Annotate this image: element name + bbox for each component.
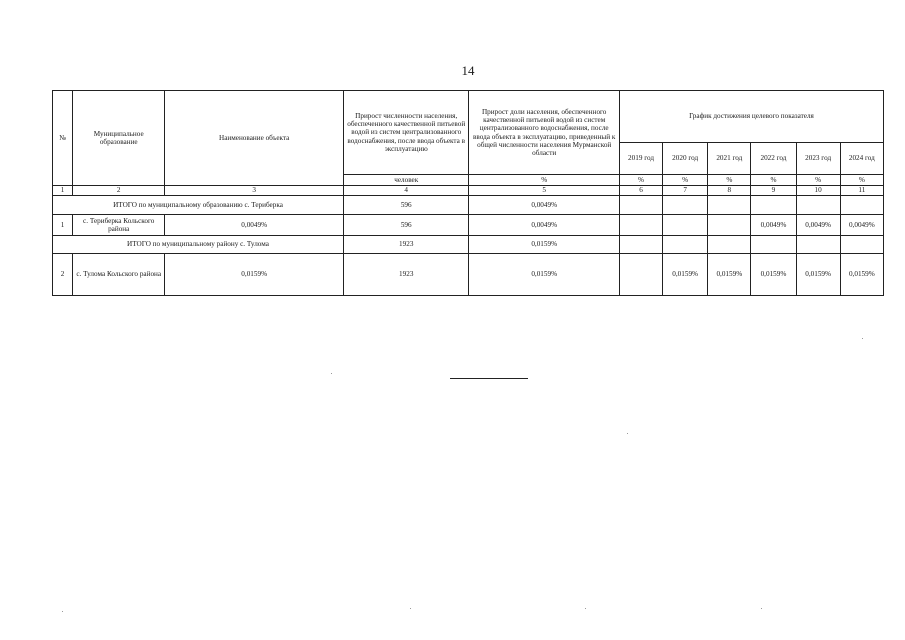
row-municipality: с. Териберка Кольского района bbox=[73, 215, 165, 236]
total-share: 0,0049% bbox=[469, 196, 620, 215]
total-share: 0,0159% bbox=[469, 236, 620, 254]
scan-speck bbox=[627, 433, 628, 434]
total-label: ИТОГО по муниципальному образованию с. Териберка bbox=[53, 196, 344, 215]
header-year-2023: 2023 год bbox=[796, 143, 840, 175]
column-number: 7 bbox=[663, 186, 708, 196]
total-year-cell bbox=[796, 196, 840, 215]
total-year-cell bbox=[619, 196, 662, 215]
scan-speck bbox=[62, 611, 63, 612]
total-year-cell bbox=[751, 236, 796, 254]
row-share: 0,0049% bbox=[469, 215, 620, 236]
header-schedule: График достижения целевого показателя bbox=[619, 91, 883, 143]
column-number: 6 bbox=[619, 186, 662, 196]
row-year-2023: 0,0049% bbox=[796, 215, 840, 236]
header-year-2022: 2022 год bbox=[751, 143, 796, 175]
year-unit: % bbox=[840, 175, 883, 186]
scan-speck bbox=[410, 608, 411, 609]
row-year-2023: 0,0159% bbox=[796, 254, 840, 296]
table-row bbox=[53, 254, 884, 296]
row-year-2021 bbox=[708, 215, 751, 236]
column-number: 4 bbox=[344, 186, 469, 196]
scan-speck bbox=[331, 373, 332, 374]
column-number: 5 bbox=[469, 186, 620, 196]
row-people: 1923 bbox=[344, 254, 469, 296]
column-number: 1 bbox=[53, 186, 73, 196]
header-year-2020: 2020 год bbox=[663, 143, 708, 175]
total-year-cell bbox=[663, 236, 708, 254]
column-number-row bbox=[53, 186, 884, 196]
scan-speck bbox=[761, 608, 762, 609]
row-year-2022: 0,0049% bbox=[751, 215, 796, 236]
header-unit-people: человек bbox=[344, 175, 469, 186]
header-share-growth: Прирост доли населения, обеспеченного качественной питьевой водой из систем централизованного водоснабжения, после ввода объекта в эксплуатацию, приведенный к общей численности населения Мурманской области bbox=[469, 91, 620, 175]
header-number: № bbox=[53, 91, 73, 186]
row-year-2019 bbox=[619, 254, 662, 296]
row-number: 2 bbox=[53, 254, 73, 296]
total-year-cell bbox=[796, 236, 840, 254]
table-row bbox=[53, 215, 884, 236]
header-unit-percent: % bbox=[469, 175, 620, 186]
row-share: 0,0159% bbox=[469, 254, 620, 296]
column-number: 11 bbox=[840, 186, 883, 196]
total-year-cell bbox=[840, 236, 883, 254]
year-unit: % bbox=[796, 175, 840, 186]
row-number: 1 bbox=[53, 215, 73, 236]
row-people: 596 bbox=[344, 215, 469, 236]
column-number: 8 bbox=[708, 186, 751, 196]
total-year-cell bbox=[708, 236, 751, 254]
row-object-name: 0,0049% bbox=[165, 215, 344, 236]
total-people: 1923 bbox=[344, 236, 469, 254]
row-year-2024: 0,0049% bbox=[840, 215, 883, 236]
year-unit: % bbox=[619, 175, 662, 186]
column-number: 10 bbox=[796, 186, 840, 196]
scan-speck bbox=[585, 608, 586, 609]
row-year-2021: 0,0159% bbox=[708, 254, 751, 296]
page-number: 14 bbox=[461, 63, 475, 78]
row-year-2020: 0,0159% bbox=[663, 254, 708, 296]
column-number: 2 bbox=[73, 186, 165, 196]
row-year-2022: 0,0159% bbox=[751, 254, 796, 296]
total-year-cell bbox=[708, 196, 751, 215]
row-municipality: с. Тулома Кольского района bbox=[73, 254, 165, 296]
row-object-name: 0,0159% bbox=[165, 254, 344, 296]
section-divider bbox=[450, 378, 528, 379]
column-number: 9 bbox=[751, 186, 796, 196]
header-object-name: Наименование объекта bbox=[165, 91, 344, 186]
table-row-total bbox=[53, 196, 884, 215]
column-number: 3 bbox=[165, 186, 344, 196]
total-label: ИТОГО по муниципальному району с. Тулома bbox=[53, 236, 344, 254]
scan-speck bbox=[862, 338, 863, 339]
row-year-2020 bbox=[663, 215, 708, 236]
year-unit: % bbox=[751, 175, 796, 186]
year-unit: % bbox=[663, 175, 708, 186]
total-year-cell bbox=[751, 196, 796, 215]
total-year-cell bbox=[663, 196, 708, 215]
header-municipality: Муниципальное образование bbox=[73, 91, 165, 186]
header-year-2024: 2024 год bbox=[840, 143, 883, 175]
row-year-2019 bbox=[619, 215, 662, 236]
header-year-2019: 2019 год bbox=[619, 143, 662, 175]
row-year-2024: 0,0159% bbox=[840, 254, 883, 296]
total-year-cell bbox=[619, 236, 662, 254]
table-row-total bbox=[53, 236, 884, 254]
target-indicator-table bbox=[52, 90, 884, 296]
total-people: 596 bbox=[344, 196, 469, 215]
year-unit: % bbox=[708, 175, 751, 186]
header-population-growth: Прирост численности населения, обеспеченного качественной питьевой водой из систем централизованного водоснабжения, после ввода объекта в эксплуатацию bbox=[344, 91, 469, 175]
total-year-cell bbox=[840, 196, 883, 215]
header-year-2021: 2021 год bbox=[708, 143, 751, 175]
